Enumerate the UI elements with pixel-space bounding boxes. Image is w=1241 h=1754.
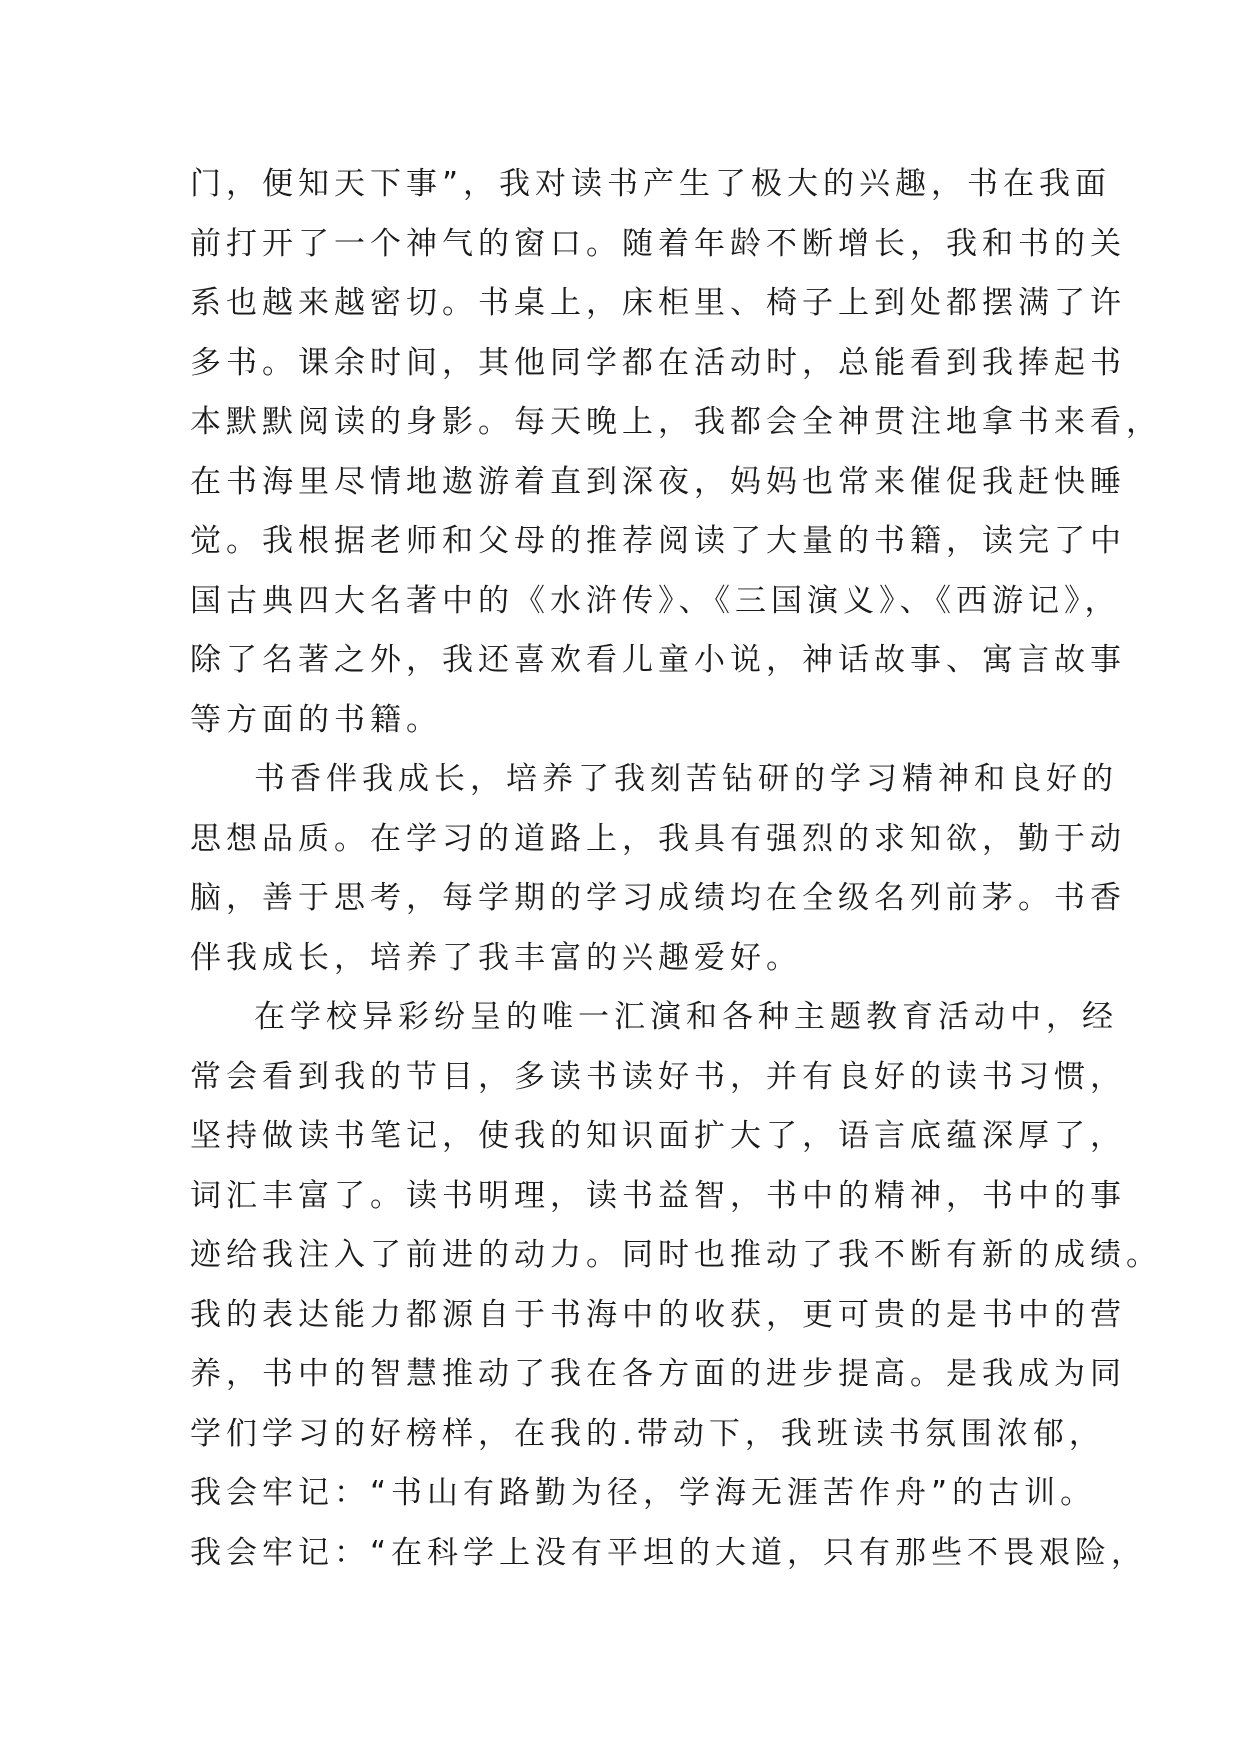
paragraph-first-line: 在学校异彩纷呈的唯一汇演和各种主题教育活动中，经 (254, 999, 1118, 1035)
text-line: 觉。我根据老师和父母的推荐阅读了大量的书籍，读完了中 (190, 523, 1126, 559)
text-line: 词汇丰富了。读书明理，读书益智，书中的精神，书中的事 (190, 1177, 1126, 1214)
text-line: 思想品质。在学习的道路上，我具有强烈的求知欲，勤于动 (190, 820, 1126, 857)
text-line: 我的表达能力都源自于书海中的收获，更可贵的是书中的营 (190, 1296, 1126, 1333)
text-line: 系也越来越密切。书桌上，床柜里、椅子上到处都摆满了许 (190, 285, 1126, 321)
text-line: 坚持做读书笔记，使我的知识面扩大了，语言底蕴深厚了， (190, 1118, 1126, 1154)
text-line: 前打开了一个神气的窗口。随着年龄不断增长，我和书的关 (190, 225, 1126, 262)
text-line: 养，书中的智慧推动了我在各方面的进步提高。是我成为同 (190, 1356, 1126, 1392)
text-line: 等方面的书籍。 (190, 701, 442, 738)
text-line: 多书。课余时间，其他同学都在活动时，总能看到我捧起书 (190, 344, 1126, 381)
text-line: 学们学习的好榜样，在我的.带动下，我班读书氛围浓郁， (190, 1415, 1105, 1452)
text-line: 我会牢记：“书山有路勤为径，学海无涯苦作舟”的古训。 (190, 1475, 1097, 1511)
text-line: 除了名著之外，我还喜欢看儿童小说，神话故事、寓言故事 (190, 642, 1126, 678)
text-line: 迹给我注入了前进的动力。同时也推动了我不断有新的成绩。 (190, 1237, 1162, 1273)
text-line: 我会牢记：“在科学上没有平坦的大道，只有那些不畏艰险， (190, 1534, 1148, 1571)
text-line: 常会看到我的节目，多读书读好书，并有良好的读书习惯， (190, 1058, 1126, 1095)
text-line: 本默默阅读的身影。每天晚上，我都会全神贯注地拿书来看， (190, 404, 1162, 440)
text-line: 国古典四大名著中的《水浒传》、《三国演义》、《西游记》， (190, 582, 1121, 619)
body-text (190, 155, 1162, 1583)
text-line: 在书海里尽情地遨游着直到深夜，妈妈也常来催促我赶快睡 (190, 463, 1126, 500)
text-line: 门，便知天下事”，我对读书产生了极大的兴趣，书在我面 (190, 166, 1112, 202)
text-line: 伴我成长，培养了我丰富的兴趣爱好。 (190, 939, 802, 976)
text-line: 脑，善于思考，每学期的学习成绩均在全级名列前茅。书香 (190, 880, 1126, 916)
paragraph-first-line: 书香伴我成长，培养了我刻苦钻研的学习精神和良好的 (254, 761, 1118, 797)
